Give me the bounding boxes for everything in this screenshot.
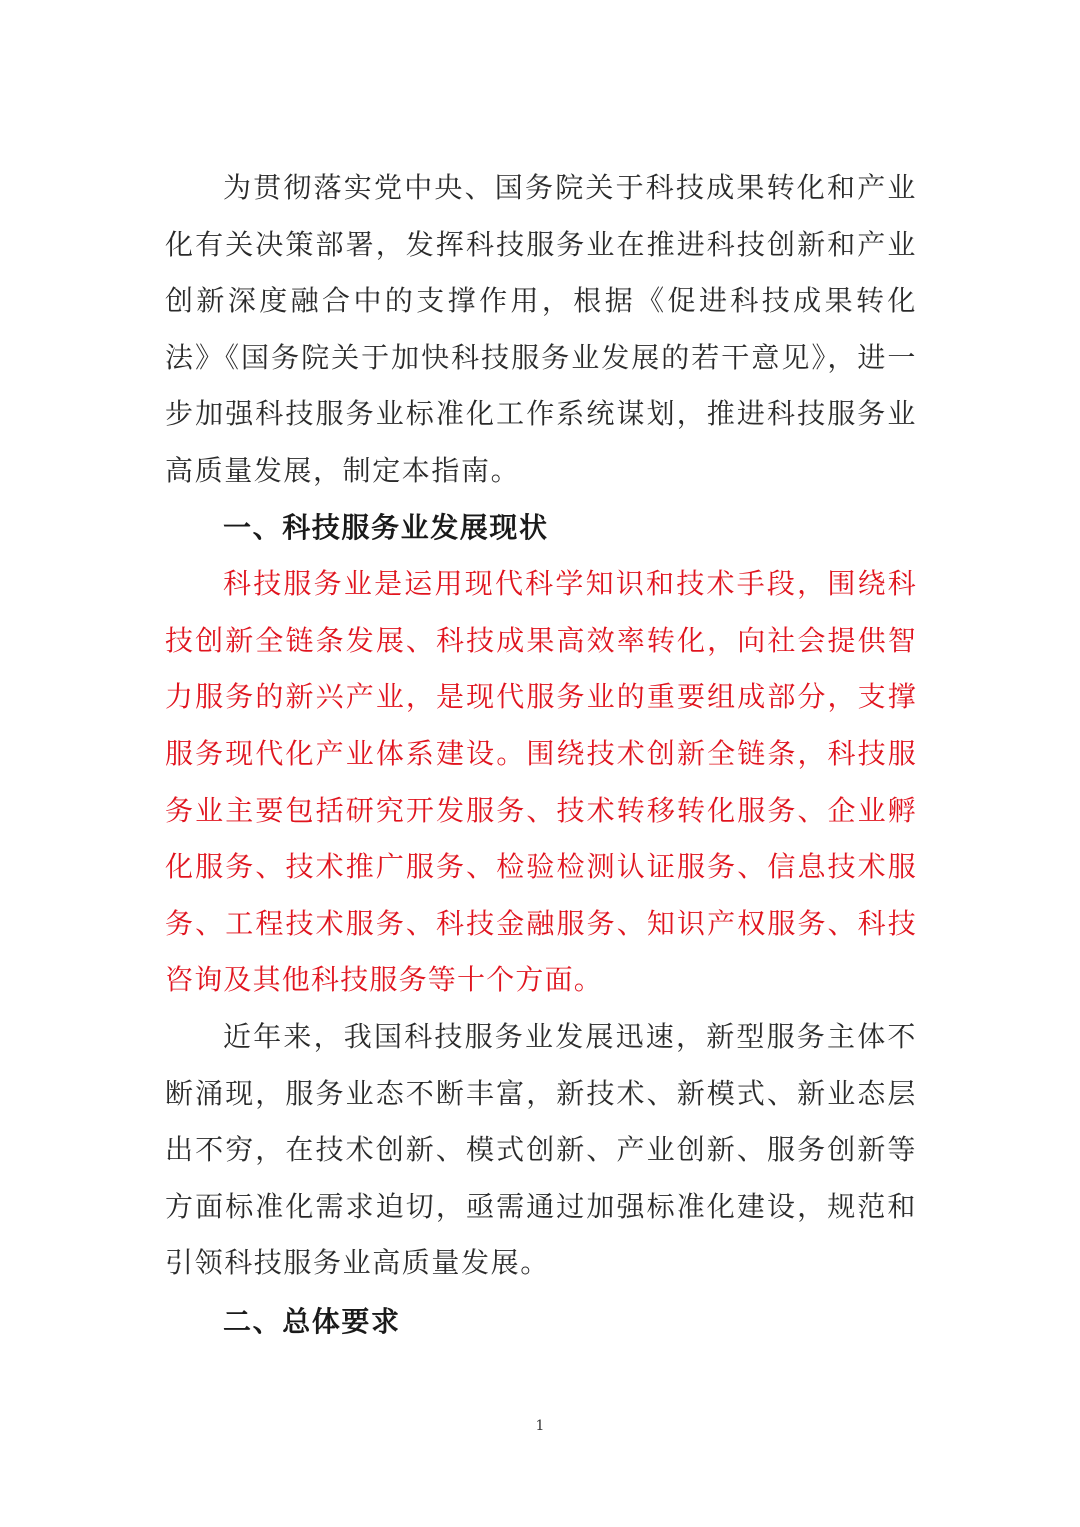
section-heading-1: 一、科技服务业发展现状 — [223, 510, 549, 544]
page-number: 1 — [535, 1418, 545, 1434]
intro-paragraph: 为贯彻落实党中央、国务院关于科技成果转化和产业化有关决策部署，发挥科技服务业在推进科技创新和产业创新深度融合中的支撑作用，根据《促进科技成果转化法》《国务院关于加快科技服务业发展的若干意见》，进一步加强科技服务业标准化工作系统谋划，推进科技服务业高质量发展，制定本指南。 — [165, 171, 917, 487]
development-status-paragraph: 近年来，我国科技服务业发展迅速，新型服务主体不断涌现，服务业态不断丰富，新技术、新模式、新业态层出不穷，在技术创新、模式创新、产业创新、服务创新等方面标准化需求迫切，亟需通过加强标准化建设，规范和引领科技服务业高质量发展。 — [165, 1019, 917, 1280]
highlighted-definition-paragraph: 科技服务业是运用现代科学知识和技术手段，围绕科技创新全链条发展、科技成果高效率转化，向社会提供智力服务的新兴产业，是现代服务业的重要组成部分，支撑服务现代化产业体系建设。围绕技术创新全链条，科技服务业主要包括研究开发服务、技术转移转化服务、企业孵化服务、技术推广服务、检验检测认证服务、信息技术服务、工程技术服务、科技金融服务、知识产权服务、科技咨询及其他科技服务等十个方面。 — [165, 567, 917, 997]
section-heading-2: 二、总体要求 — [223, 1304, 401, 1338]
document-body — [165, 160, 917, 1350]
